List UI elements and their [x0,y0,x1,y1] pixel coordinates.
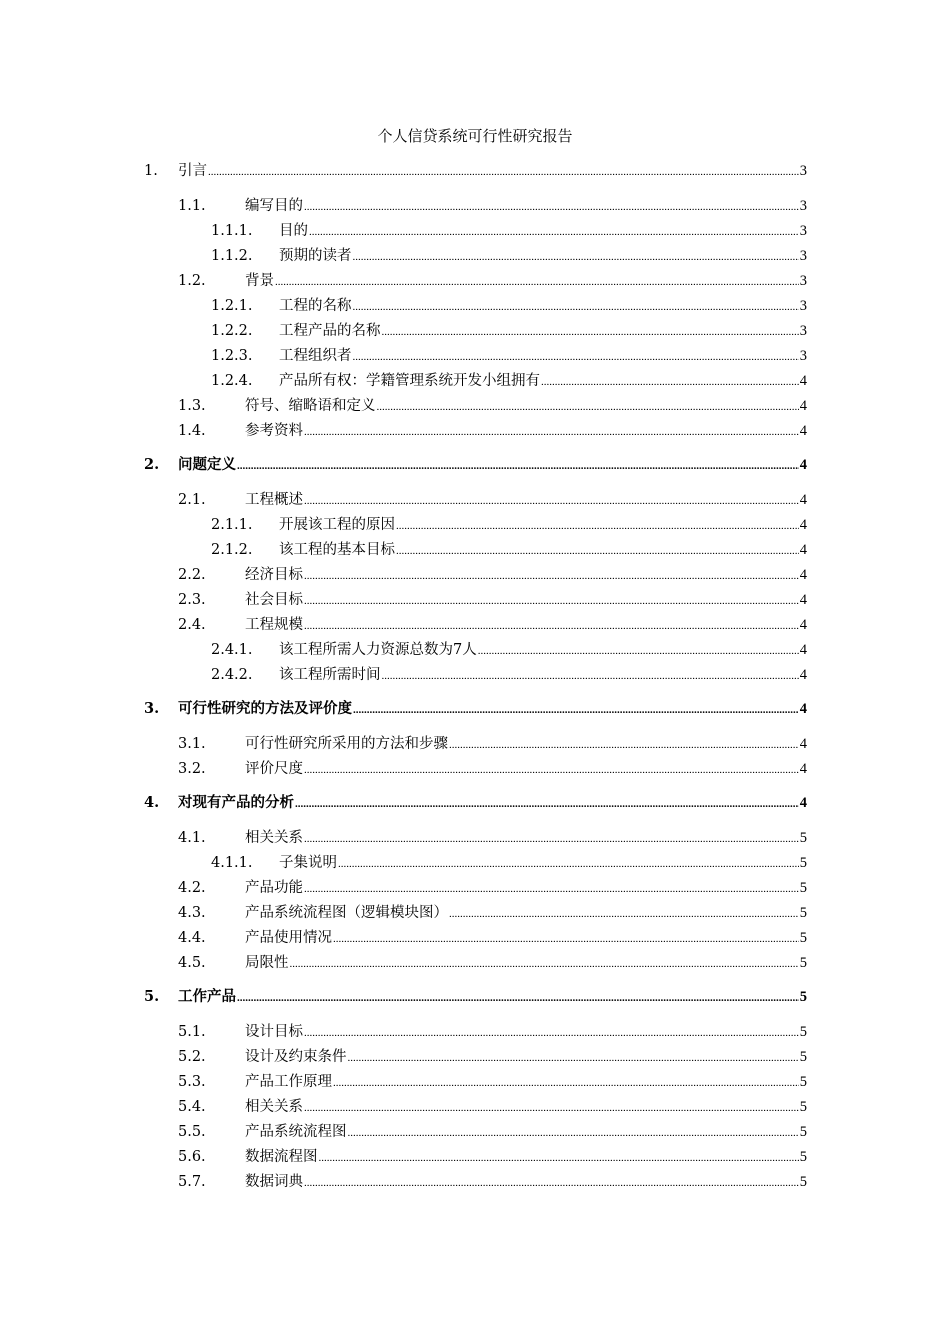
toc-entry-page-number: 4 [799,736,807,752]
toc-entry-page-number: 4 [799,373,807,389]
toc-entry-link[interactable] [279,664,807,687]
toc-entry-page-number: 4 [799,542,807,558]
toc-entry-number: 3.1. [178,736,206,752]
toc-entry[interactable] [0,1146,950,1168]
toc-dot-leader [353,346,799,368]
toc-entry-page-number: 3 [799,198,807,214]
toc-entry-title: 数据流程图 [245,1149,318,1165]
toc-entry-page-number: 4 [799,398,807,414]
toc-entry-number: 2.1. [178,492,206,508]
toc-dot-leader [353,699,799,721]
toc-entry-page-number: 5 [799,1024,807,1040]
toc-entry[interactable] [0,245,950,267]
toc-dot-leader [348,1122,799,1144]
toc-entry-page-number: 4 [799,517,807,533]
toc-entry-number: 5.4. [178,1099,206,1115]
toc-entry-link[interactable] [279,220,807,243]
toc-entry[interactable] [0,927,950,949]
toc-entry[interactable] [0,1021,950,1043]
toc-entry-page-number: 4 [799,457,807,473]
toc-entry-link[interactable] [245,1121,807,1144]
toc-entry-title: 符号、缩略语和定义 [245,398,376,414]
toc-entry-number: 5.1. [178,1024,206,1040]
toc-entry-title: 可行性研究的方法及评价度 [178,700,352,717]
toc-entry-page-number: 5 [799,1049,807,1065]
toc-entry-page-number: 4 [799,667,807,683]
toc-entry-title: 问题定义 [178,456,236,473]
toc-entry-number: 1. [144,163,158,179]
toc-dot-leader [309,221,799,243]
toc-entry[interactable] [0,589,950,611]
toc-entry[interactable] [0,877,950,899]
toc-entry[interactable] [0,827,950,849]
toc-entry-link[interactable] [279,514,807,537]
toc-entry-number: 5.2. [178,1049,206,1065]
toc-dot-leader [237,987,799,1009]
toc-entry-number: 1.2.1. [211,298,253,314]
toc-dot-leader [304,1022,799,1044]
toc-entry-number: 1.2.2. [211,323,253,339]
toc-entry[interactable] [0,1046,950,1068]
toc-entry-number: 1.1.1. [211,223,253,239]
toc-entry-page-number: 3 [799,273,807,289]
toc-entry[interactable] [0,614,950,636]
toc-dot-leader [319,1147,799,1169]
toc-entry-link[interactable] [245,1046,807,1069]
toc-entry-page-number: 5 [799,855,807,871]
toc-entry-number: 1.2.3. [211,348,253,364]
toc-entry-link[interactable] [245,589,807,612]
toc-entry-link[interactable] [245,564,807,587]
toc-entry-page-number: 5 [799,989,807,1005]
toc-entry-page-number: 5 [799,905,807,921]
toc-entry-link[interactable] [245,902,807,925]
toc-entry-link[interactable] [245,195,807,218]
toc-entry-number: 1.1.2. [211,248,253,264]
toc-entry-title: 设计目标 [245,1024,303,1040]
toc-entry-link[interactable] [245,614,807,637]
toc-entry-page-number: 3 [799,348,807,364]
toc-entry-title: 工程规模 [245,617,303,633]
toc-entry-title: 背景 [245,273,274,289]
toc-dot-leader [304,878,799,900]
toc-entry-title: 开展该工程的原因 [279,517,395,533]
toc-entry-link[interactable] [178,160,807,183]
toc-entry-number: 4.4. [178,930,206,946]
toc-entry-number: 2.4.1. [211,642,253,658]
toc-dot-leader [396,540,799,562]
toc-entry-number: 2.3. [178,592,206,608]
toc-dot-leader [304,196,799,218]
toc-dot-leader [478,640,799,662]
toc-entry[interactable] [0,1071,950,1093]
toc-entry-link[interactable] [279,639,807,662]
toc-dot-leader [304,590,799,612]
toc-entry[interactable] [0,345,950,367]
toc-entry-page-number: 5 [799,880,807,896]
toc-entry-link[interactable] [178,698,807,721]
toc-entry-page-number: 5 [799,1124,807,1140]
toc-dot-leader [377,396,799,418]
toc-entry[interactable] [0,489,950,511]
toc-entry-title: 工作产品 [178,988,236,1005]
toc-entry[interactable] [0,986,950,1008]
toc-entry-number: 1.1. [178,198,206,214]
toc-entry[interactable] [0,195,950,217]
toc-entry-number: 2.2. [178,567,206,583]
toc-entry-page-number: 4 [799,642,807,658]
toc-dot-leader [304,828,799,850]
toc-entry-title: 评价尺度 [245,761,303,777]
toc-entry-link[interactable] [245,420,807,443]
toc-entry-title: 产品工作原理 [245,1074,332,1090]
toc-entry-page-number: 3 [799,323,807,339]
toc-entry[interactable] [0,1096,950,1118]
toc-entry-page-number: 3 [799,163,807,179]
toc-entry-link[interactable] [279,320,807,343]
toc-dot-leader [304,759,799,781]
toc-entry-title: 产品所有权：学籍管理系统开发小组拥有 [279,373,540,389]
toc-dot-leader [304,1172,799,1194]
toc-entry-page-number: 5 [799,1074,807,1090]
toc-entry-link[interactable] [245,927,807,950]
toc-entry-number: 5.6. [178,1149,206,1165]
toc-entry-title: 预期的读者 [279,248,352,264]
toc-entry-title: 设计及约束条件 [245,1049,347,1065]
toc-entry-page-number: 5 [799,1099,807,1115]
toc-entry[interactable] [0,539,950,561]
toc-entry-title: 产品系统流程图 [245,1124,347,1140]
toc-entry-number: 2.1.1. [211,517,253,533]
document-title: 个人信贷系统可行性研究报告 [377,127,573,145]
toc-entry-link[interactable] [245,827,807,850]
toc-entry-title: 社会目标 [245,592,303,608]
toc-entry[interactable] [0,220,950,242]
toc-entry-page-number: 3 [799,223,807,239]
toc-entry-page-number: 5 [799,830,807,846]
toc-entry-title: 该工程的基本目标 [279,542,395,558]
toc-entry-link[interactable] [279,539,807,562]
toc-entry-title: 子集说明 [279,855,337,871]
toc-entry-link[interactable] [245,877,807,900]
toc-dot-leader [353,246,799,268]
toc-entry-number: 3.2. [178,761,206,777]
toc-entry-title: 编写目的 [245,198,303,214]
toc-entry-number: 5.3. [178,1074,206,1090]
toc-dot-leader [353,296,799,318]
toc-entry-number: 4.1. [178,830,206,846]
toc-entry-number: 4.3. [178,905,206,921]
toc-entry-title: 工程组织者 [279,348,352,364]
toc-dot-leader [541,371,799,393]
toc-entry-link[interactable] [245,395,807,418]
toc-entry-number: 4. [144,794,160,811]
toc-entry-number: 4.5. [178,955,206,971]
toc-entry-link[interactable] [279,345,807,368]
toc-dot-leader [208,161,799,183]
toc-entry-number: 1.4. [178,423,206,439]
toc-dot-leader [304,490,799,512]
toc-entry[interactable] [0,792,950,814]
toc-entry-link[interactable] [245,1146,807,1169]
toc-dot-leader [304,1097,799,1119]
toc-entry-title: 产品系统流程图（逻辑模块图） [245,905,448,921]
toc-entry-number: 4.2. [178,880,206,896]
toc-entry-title: 经济目标 [245,567,303,583]
toc-entry[interactable] [0,320,950,342]
toc-entry-number: 5.7. [178,1174,206,1190]
toc-entry-title: 数据词典 [245,1174,303,1190]
toc-entry-page-number: 5 [799,1174,807,1190]
toc-entry[interactable] [0,664,950,686]
toc-entry-page-number: 4 [799,795,807,811]
toc-entry-page-number: 4 [799,492,807,508]
toc-entry-link[interactable] [245,270,807,293]
toc-dot-leader [449,903,799,925]
toc-entry[interactable] [0,420,950,442]
toc-entry-title: 产品功能 [245,880,303,896]
toc-dot-leader [333,1072,799,1094]
toc-entry-link[interactable] [245,1021,807,1044]
toc-entry-page-number: 4 [799,761,807,777]
toc-entry-link[interactable] [245,1096,807,1119]
toc-dot-leader [295,793,799,815]
toc-entry-number: 1.2.4. [211,373,253,389]
toc-entry-page-number: 5 [799,930,807,946]
toc-entry-link[interactable] [245,1071,807,1094]
toc-entry[interactable] [0,952,950,974]
toc-entry-page-number: 4 [799,701,807,717]
toc-entry[interactable] [0,733,950,755]
toc-entry-link[interactable] [178,454,807,477]
toc-entry-number: 2.4.2. [211,667,253,683]
toc-dot-leader [275,271,799,293]
toc-entry[interactable] [0,514,950,536]
toc-entry-link[interactable] [178,986,807,1009]
toc-entry[interactable] [0,1121,950,1143]
toc-dot-leader [338,853,799,875]
toc-entry[interactable] [0,639,950,661]
toc-entry-number: 3. [144,700,160,717]
toc-dot-leader [304,565,799,587]
toc-entry-page-number: 3 [799,298,807,314]
toc-entry-title: 工程产品的名称 [279,323,381,339]
toc-entry-number: 1.2. [178,273,206,289]
toc-entry[interactable] [0,160,950,182]
toc-dot-leader [304,615,799,637]
toc-dot-leader [237,455,799,477]
toc-entry-title: 可行性研究所采用的方法和步骤 [245,736,448,752]
toc-entry-number: 4.1.1. [211,855,253,871]
toc-entry-page-number: 4 [799,617,807,633]
toc-entry-page-number: 3 [799,248,807,264]
toc-entry-link[interactable] [245,489,807,512]
toc-entry-link[interactable] [279,852,807,875]
toc-entry-number: 5. [144,988,160,1005]
toc-dot-leader [348,1047,799,1069]
toc-dot-leader [304,421,799,443]
toc-entry[interactable] [0,698,950,720]
toc-entry-title: 引言 [178,163,207,179]
toc-entry-page-number: 4 [799,592,807,608]
toc-dot-leader [382,321,799,343]
toc-entry[interactable] [0,295,950,317]
toc-entry-title: 参考资料 [245,423,303,439]
toc-entry[interactable] [0,370,950,392]
toc-entry-link[interactable] [178,792,807,815]
toc-entry-link[interactable] [279,370,807,393]
toc-entry-title: 相关关系 [245,1099,303,1115]
toc-entry-title: 该工程所需人力资源总数为7人 [279,642,477,658]
toc-entry-link[interactable] [245,733,807,756]
toc-dot-leader [290,953,799,975]
toc-dot-leader [449,734,799,756]
toc-entry-link[interactable] [279,295,807,318]
toc-entry[interactable] [0,395,950,417]
toc-entry[interactable] [0,1171,950,1193]
toc-entry-link[interactable] [279,245,807,268]
toc-entry-title: 工程概述 [245,492,303,508]
toc-entry-title: 该工程所需时间 [279,667,381,683]
toc-entry[interactable] [0,564,950,586]
toc-entry-title: 工程的名称 [279,298,352,314]
toc-entry-title: 目的 [279,223,308,239]
toc-dot-leader [396,515,799,537]
toc-entry[interactable] [0,852,950,874]
toc-entry[interactable] [0,270,950,292]
toc-entry-number: 2.1.2. [211,542,253,558]
toc-entry-link[interactable] [245,952,807,975]
toc-entry-title: 对现有产品的分析 [178,794,294,811]
toc-dot-leader [382,665,799,687]
toc-entry-number: 5.5. [178,1124,206,1140]
toc-entry-page-number: 4 [799,567,807,583]
toc-entry-link[interactable] [245,1171,807,1194]
toc-entry-number: 1.3. [178,398,206,414]
toc-entry-number: 2.4. [178,617,206,633]
toc-entry-title: 产品使用情况 [245,930,332,946]
toc-entry-page-number: 5 [799,955,807,971]
toc-entry[interactable] [0,454,950,476]
toc-entry[interactable] [0,902,950,924]
toc-entry-page-number: 5 [799,1149,807,1165]
toc-entry[interactable] [0,758,950,780]
toc-entry-title: 局限性 [245,955,289,971]
toc-dot-leader [333,928,799,950]
toc-entry-page-number: 4 [799,423,807,439]
toc-entry-number: 2. [144,456,160,473]
toc-entry-link[interactable] [245,758,807,781]
toc-entry-title: 相关关系 [245,830,303,846]
